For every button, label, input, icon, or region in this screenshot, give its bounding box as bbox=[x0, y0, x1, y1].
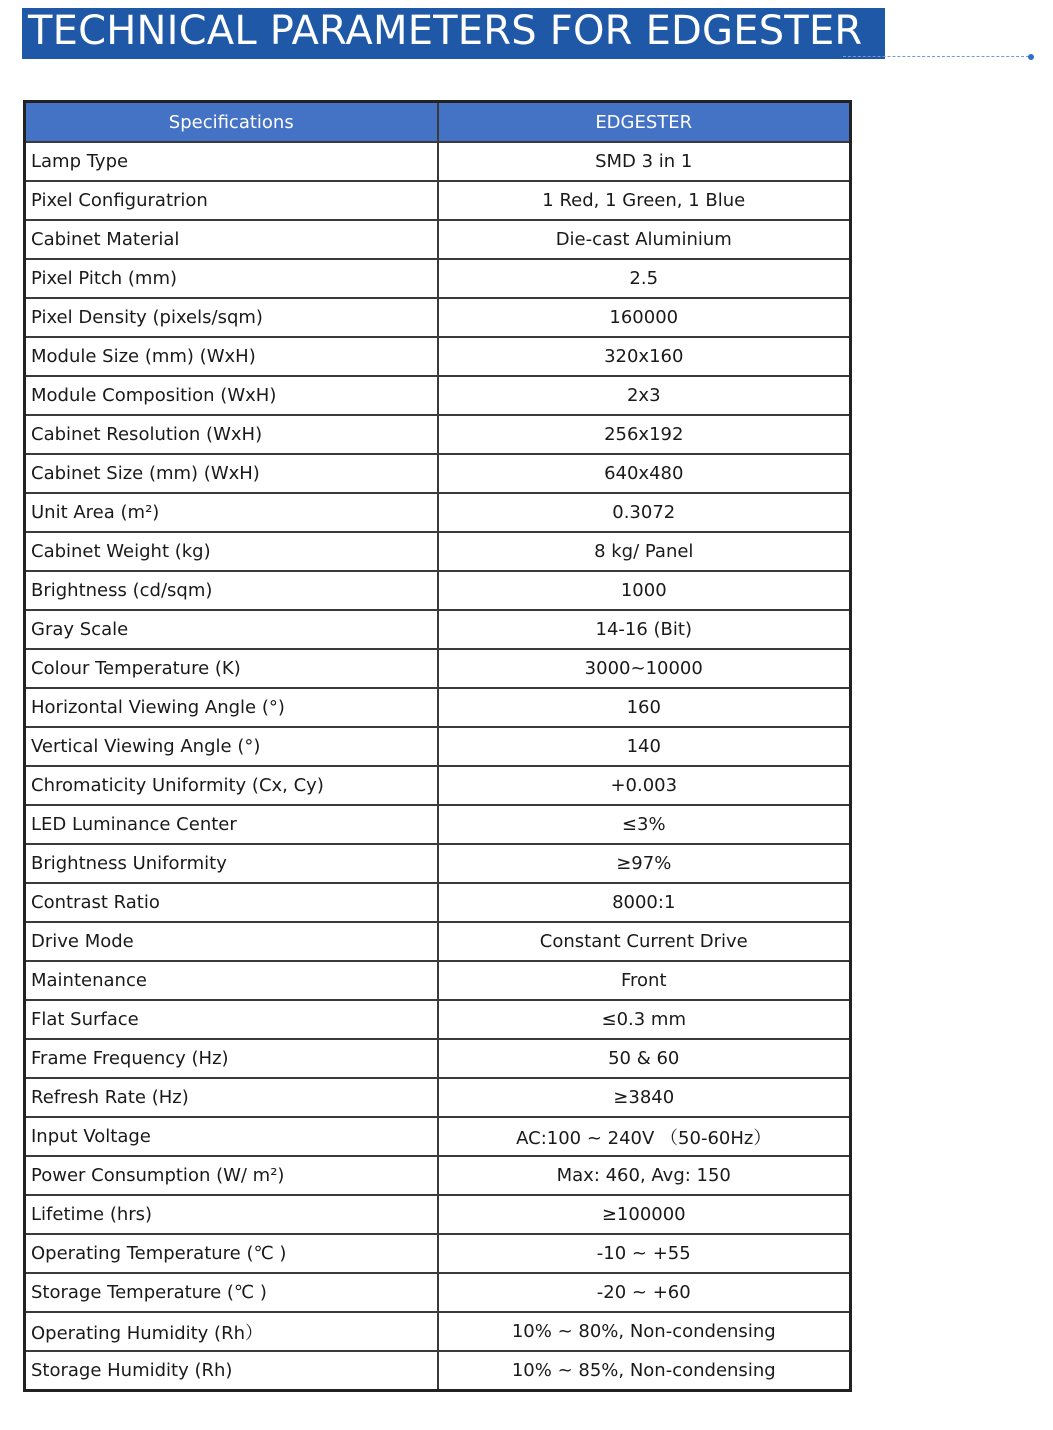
table-row bbox=[25, 649, 851, 688]
table-row bbox=[25, 1000, 851, 1039]
table-row bbox=[25, 805, 851, 844]
spec-value: 1 Red, 1 Green, 1 Blue bbox=[438, 181, 851, 220]
spec-value: SMD 3 in 1 bbox=[438, 142, 851, 181]
spec-name: Power Consumption (W/ m²) bbox=[25, 1156, 438, 1195]
table-row bbox=[25, 532, 851, 571]
table-row bbox=[25, 298, 851, 337]
spec-name: Lifetime (hrs) bbox=[25, 1195, 438, 1234]
table-row bbox=[25, 376, 851, 415]
spec-value: 3000~10000 bbox=[438, 649, 851, 688]
page-title: TECHNICAL PARAMETERS FOR EDGESTER bbox=[28, 8, 863, 54]
spec-name: Flat Surface bbox=[25, 1000, 438, 1039]
header-row bbox=[25, 102, 851, 143]
table-row bbox=[25, 883, 851, 922]
table-row bbox=[25, 493, 851, 532]
spec-name: Input Voltage bbox=[25, 1117, 438, 1156]
spec-value: AC:100 ~ 240V （50-60Hz） bbox=[438, 1117, 851, 1156]
header-specifications: Specifications bbox=[25, 102, 438, 143]
header-edgester: EDGESTER bbox=[438, 102, 851, 143]
spec-value: ≥100000 bbox=[438, 1195, 851, 1234]
spec-name: Frame Frequency (Hz) bbox=[25, 1039, 438, 1078]
title-rule-dot bbox=[1028, 54, 1034, 60]
spec-name: Colour Temperature (K) bbox=[25, 649, 438, 688]
spec-name: Pixel Density (pixels/sqm) bbox=[25, 298, 438, 337]
spec-name: Module Size (mm) (WxH) bbox=[25, 337, 438, 376]
spec-value: 1000 bbox=[438, 571, 851, 610]
spec-name: Vertical Viewing Angle (°) bbox=[25, 727, 438, 766]
table-row bbox=[25, 1234, 851, 1273]
table-row bbox=[25, 337, 851, 376]
spec-value: 2.5 bbox=[438, 259, 851, 298]
spec-name: Refresh Rate (Hz) bbox=[25, 1078, 438, 1117]
table-row bbox=[25, 142, 851, 181]
spec-value: ≤3% bbox=[438, 805, 851, 844]
spec-value: 320x160 bbox=[438, 337, 851, 376]
spec-name: Cabinet Size (mm) (WxH) bbox=[25, 454, 438, 493]
spec-name: Gray Scale bbox=[25, 610, 438, 649]
spec-table bbox=[23, 100, 852, 1392]
spec-name: Pixel Configuratrion bbox=[25, 181, 438, 220]
table-row bbox=[25, 844, 851, 883]
spec-value: 14-16 (Bit) bbox=[438, 610, 851, 649]
spec-name: Cabinet Material bbox=[25, 220, 438, 259]
spec-value: 160000 bbox=[438, 298, 851, 337]
table-row bbox=[25, 610, 851, 649]
table-row bbox=[25, 1312, 851, 1351]
spec-value: 8 kg/ Panel bbox=[438, 532, 851, 571]
spec-value: 50 & 60 bbox=[438, 1039, 851, 1078]
spec-value: 256x192 bbox=[438, 415, 851, 454]
table-row bbox=[25, 922, 851, 961]
table-row bbox=[25, 727, 851, 766]
table-row bbox=[25, 961, 851, 1000]
spec-name: Cabinet Resolution (WxH) bbox=[25, 415, 438, 454]
table-row bbox=[25, 766, 851, 805]
spec-value: -20 ~ +60 bbox=[438, 1273, 851, 1312]
table-row bbox=[25, 415, 851, 454]
spec-value: Constant Current Drive bbox=[438, 922, 851, 961]
spec-value: 140 bbox=[438, 727, 851, 766]
spec-name: Operating Temperature (℃ ) bbox=[25, 1234, 438, 1273]
table-row bbox=[25, 1273, 851, 1312]
spec-name: Cabinet Weight (kg) bbox=[25, 532, 438, 571]
spec-name: Storage Humidity (Rh) bbox=[25, 1351, 438, 1391]
table-row bbox=[25, 1156, 851, 1195]
table-row bbox=[25, 1195, 851, 1234]
table-row bbox=[25, 1039, 851, 1078]
table-row bbox=[25, 454, 851, 493]
spec-table-body bbox=[25, 142, 851, 1391]
spec-name: Drive Mode bbox=[25, 922, 438, 961]
spec-name: Brightness Uniformity bbox=[25, 844, 438, 883]
table-row bbox=[25, 1078, 851, 1117]
spec-name: Pixel Pitch (mm) bbox=[25, 259, 438, 298]
spec-name: Operating Humidity (Rh） bbox=[25, 1312, 438, 1351]
spec-value: +0.003 bbox=[438, 766, 851, 805]
spec-value: 2x3 bbox=[438, 376, 851, 415]
spec-name: Chromaticity Uniformity (Cx, Cy) bbox=[25, 766, 438, 805]
spec-name: Lamp Type bbox=[25, 142, 438, 181]
spec-name: Module Composition (WxH) bbox=[25, 376, 438, 415]
table-row bbox=[25, 181, 851, 220]
spec-value: 0.3072 bbox=[438, 493, 851, 532]
spec-name: Contrast Ratio bbox=[25, 883, 438, 922]
spec-name: Storage Temperature (℃ ) bbox=[25, 1273, 438, 1312]
spec-value: 640x480 bbox=[438, 454, 851, 493]
spec-value: 160 bbox=[438, 688, 851, 727]
spec-value: 10% ~ 85%, Non-condensing bbox=[438, 1351, 851, 1391]
table-row bbox=[25, 220, 851, 259]
spec-value: Die-cast Aluminium bbox=[438, 220, 851, 259]
spec-value: 10% ~ 80%, Non-condensing bbox=[438, 1312, 851, 1351]
spec-name: Brightness (cd/sqm) bbox=[25, 571, 438, 610]
spec-value: ≤0.3 mm bbox=[438, 1000, 851, 1039]
spec-name: Maintenance bbox=[25, 961, 438, 1000]
spec-name: Unit Area (m²) bbox=[25, 493, 438, 532]
spec-value: ≥3840 bbox=[438, 1078, 851, 1117]
spec-value: Front bbox=[438, 961, 851, 1000]
table-row bbox=[25, 259, 851, 298]
title-dashed-rule bbox=[843, 56, 1029, 57]
spec-value: 8000:1 bbox=[438, 883, 851, 922]
spec-value: ≥97% bbox=[438, 844, 851, 883]
table-row bbox=[25, 571, 851, 610]
spec-name: LED Luminance Center bbox=[25, 805, 438, 844]
spec-value: -10 ~ +55 bbox=[438, 1234, 851, 1273]
table-row bbox=[25, 1117, 851, 1156]
table-row bbox=[25, 688, 851, 727]
spec-name: Horizontal Viewing Angle (°) bbox=[25, 688, 438, 727]
spec-value: Max: 460, Avg: 150 bbox=[438, 1156, 851, 1195]
table-row bbox=[25, 1351, 851, 1391]
